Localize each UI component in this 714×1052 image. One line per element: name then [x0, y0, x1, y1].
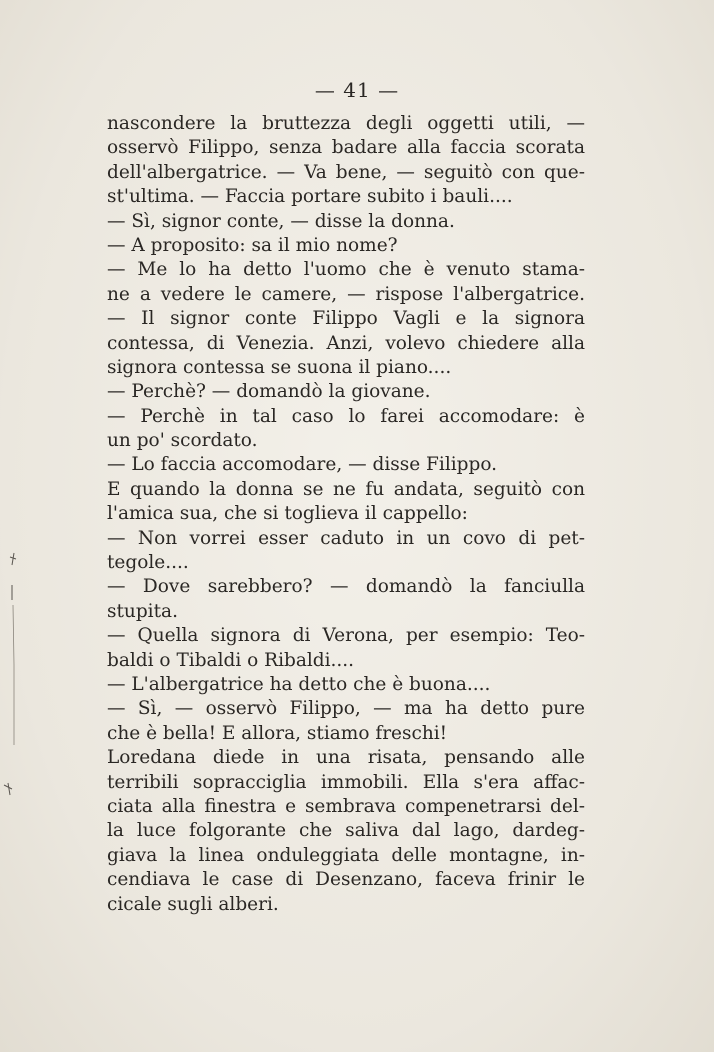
- text-line: — Perchè in tal caso lo farei accomodare: è: [107, 405, 585, 427]
- text-line: che è bella! E allora, stiamo freschi!: [107, 722, 448, 744]
- text-line: — Lo faccia accomodare, — disse Filippo.: [107, 454, 498, 476]
- text-line: — Sì, signor conte, — disse la donna.: [107, 210, 455, 232]
- text-line: ne a vedere le camere, — rispose l'albergatrice.: [107, 283, 585, 305]
- text-line: cendiava le case di Desenzano, faceva frinir le: [107, 869, 585, 891]
- text-line: — Perchè? — domandò la giovane.: [107, 381, 431, 403]
- text-line: ciata alla finestra e sembrava compenetrarsi del-: [107, 795, 585, 817]
- text-line: — L'albergatrice ha detto che è buona....: [107, 673, 491, 695]
- text-line: E quando la donna se ne fu andata, seguitò con: [107, 478, 585, 500]
- text-line: cicale sugli alberi.: [107, 893, 279, 915]
- margin-pencil-marks: [0, 545, 40, 805]
- body-text: [107, 112, 585, 917]
- text-line: stupita.: [107, 600, 178, 622]
- text-line: — Il signor conte Filippo Vagli e la signora: [107, 308, 585, 330]
- text-line: — Dove sarebbero? — domandò la fanciulla: [107, 576, 585, 598]
- text-line: la luce folgorante che saliva dal lago, dardeg-: [107, 820, 585, 842]
- text-line: un po' scordato.: [107, 430, 258, 452]
- text-line: — Me lo ha detto l'uomo che è venuto stama-: [107, 259, 585, 281]
- text-line: osservò Filippo, senza badare alla faccia scorata: [107, 137, 585, 159]
- text-line: giava la linea onduleggiata delle montagne, in-: [107, 844, 585, 866]
- text-line: contessa, di Venezia. Anzi, volevo chiedere alla: [107, 332, 585, 354]
- text-line: dell'albergatrice. — Va bene, — seguitò con que-: [107, 161, 585, 183]
- text-line: Loredana diede in una risata, pensando alle: [107, 747, 585, 769]
- text-line: — Non vorrei esser caduto in un covo di pet-: [107, 527, 585, 549]
- text-line: — A proposito: sa il mio nome?: [107, 234, 398, 256]
- text-line: signora contessa se suona il piano....: [107, 356, 452, 378]
- text-line: — Sì, — osservò Filippo, — ma ha detto pure: [107, 698, 585, 720]
- text-line: terribili sopracciglia immobili. Ella s'era affac-: [107, 771, 585, 793]
- text-line: l'amica sua, che si toglieva il cappello:: [107, 503, 468, 525]
- page-number: — 41 —: [314, 78, 400, 102]
- text-line: — Quella signora di Verona, per esempio: Teo-: [107, 625, 585, 647]
- text-line: st'ultima. — Faccia portare subito i bauli....: [107, 186, 513, 208]
- text-line: nascondere la bruttezza degli oggetti utili, —: [107, 113, 585, 134]
- text-line: baldi o Tibaldi o Ribaldi....: [107, 649, 355, 671]
- text-line: tegole....: [107, 552, 189, 574]
